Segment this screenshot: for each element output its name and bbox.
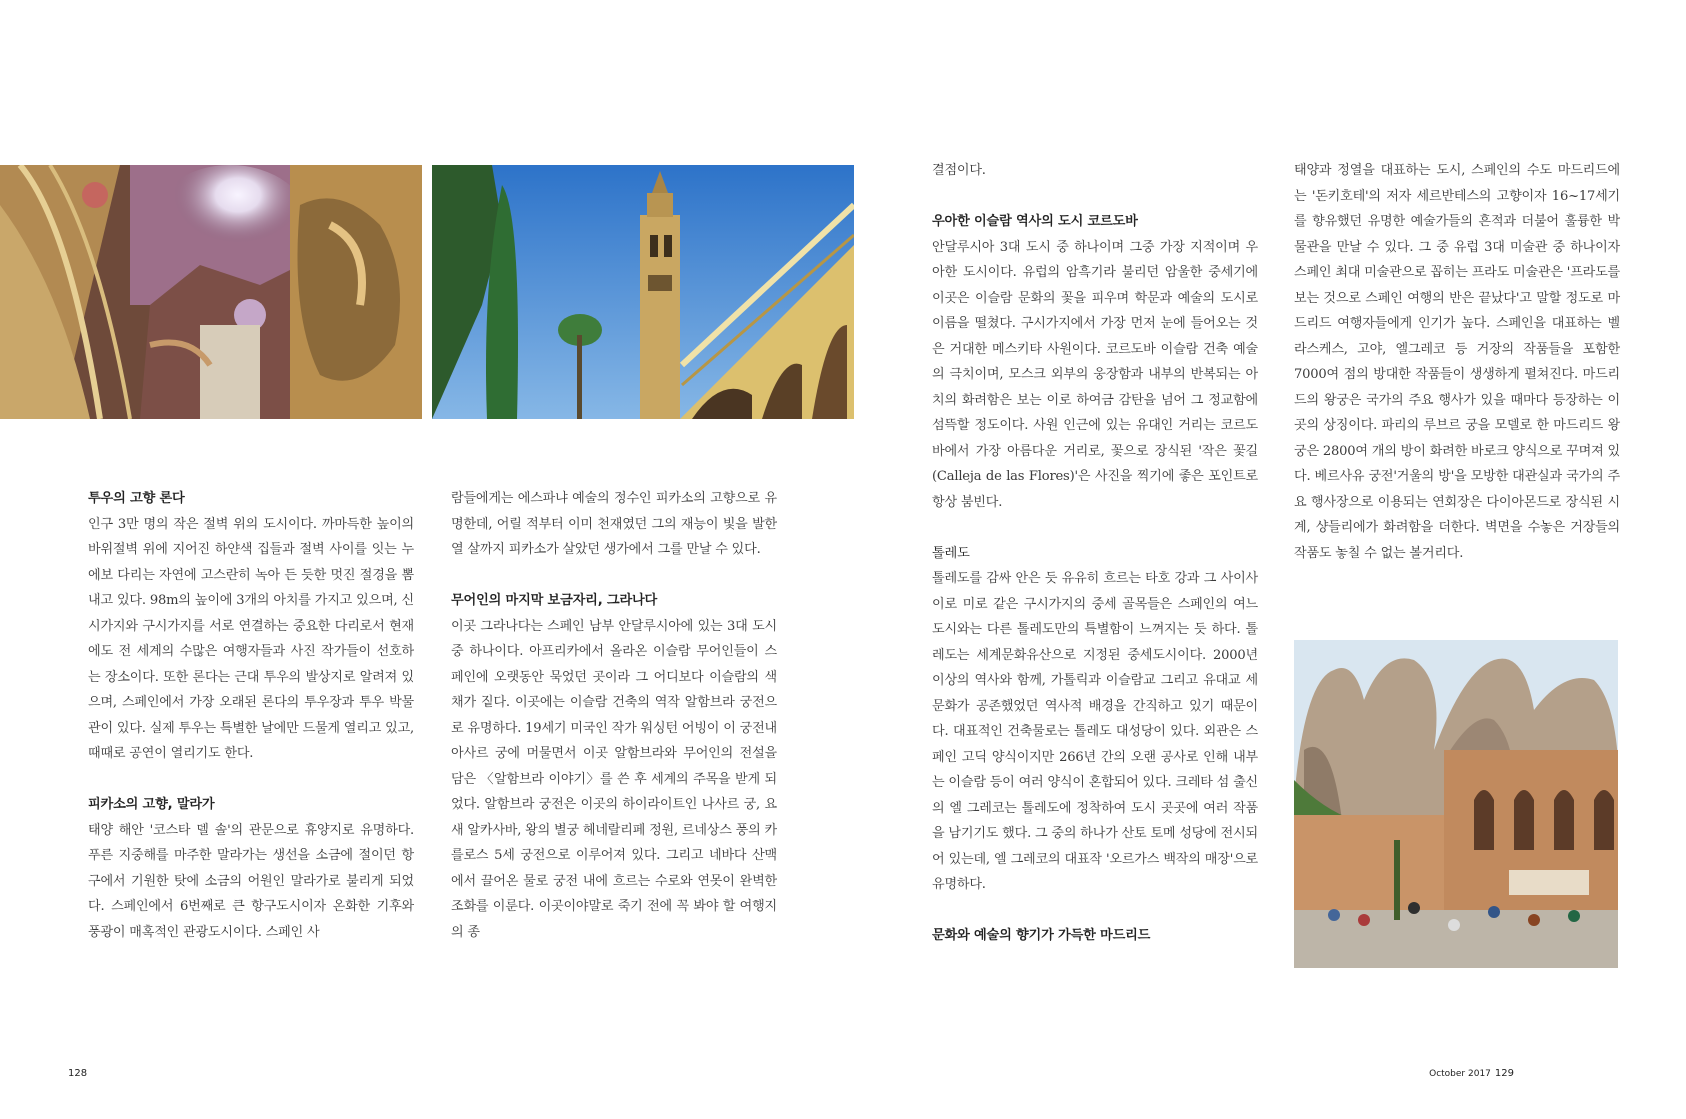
montserrat-photo xyxy=(1294,640,1618,968)
paragraph-ronda: 인구 3만 명의 작은 절벽 위의 도시이다. 까마득한 높이의 바위절벽 위에 지어진 하얀색 집들과 절벽 사이를 잇는 누에보 다리는 자연에 고스란히 녹아 든 듯한 멋진 절경을 뽐내고 있다. 98m의 높이에 3개의 아치를 가지고 있으며, 신시가지와 구시가지를 서로 연결하는 중요한 다리로서 현재에도 전 세계의 수많은 여행자들과 사진 작가들이 선호하는 장소이다. 또한 론다는 근대 투우의 발상지로 알려져 있으며, 스페인에서 가장 오래된 론다의 투우장과 투우 박물관이 있다. 실제 투우는 특별한 날에만 드물게 열리고 있고, 때때로 공연이 열리기도 한다. xyxy=(88,516,414,761)
paragraph-cordoba: 안달루시아 3대 도시 중 하나이며 그중 가장 지적이며 우아한 도시이다. 유럽의 암흑기라 불리던 암울한 중세기에 이곳은 이슬람 문화의 꽃을 피우며 학문과 예술의 도시로 이름을 떨쳤다. 구시가지에서 가장 먼저 눈에 들어오는 것은 거대한 메스키타 사원이다. 코르도바 이슬람 건축 예술의 극치이며, 모스크 외부의 웅장함과 내부의 반복되는 아치의 화려함은 보는 이로 하여금 감탄을 넘어 그 정교함에 섬뜩할 정도이다. 사원 인근에 있는 유대인 거리는 코르도바에서 가장 아름다운 거리로, 꽃으로 장식된 '작은 꽃길(Calleja de las Flores)'은 사진을 찍기에 좋은 포인트로 항상 붐빈다. xyxy=(932,239,1258,510)
paragraph-malaga: 태양 해안 '코스타 델 솔'의 관문으로 휴양지로 유명하다. 푸른 지중해를 마주한 말라가는 생선을 소금에 절이던 항구에서 기원한 탓에 소금의 어원인 말라가로 불리게 되었다. 스페인에서 6번째로 큰 항구도시이자 온화한 기후와 풍광이 매혹적인 관광도시이다. 스페인 사 xyxy=(88,822,414,940)
folio-right xyxy=(1429,1068,1514,1079)
issue-date: October 2017 xyxy=(1429,1069,1491,1079)
right-column-2 xyxy=(1294,158,1620,566)
paragraph-granada-end: 결점이다. xyxy=(932,163,986,178)
cathedral-interior-photo xyxy=(0,165,422,419)
section-heading-ronda: 투우의 고향 론다 xyxy=(88,491,185,506)
section-heading-toledo: 톨레도 xyxy=(932,545,970,561)
section-heading-malaga: 피카소의 고향, 말라가 xyxy=(88,797,215,812)
paragraph-granada: 이곳 그라나다는 스페인 남부 안달루시아에 있는 3대 도시 중 하나이다. 아프리카에서 올라온 이슬람 무어인들이 스페인에 오랫동안 묵었던 곳이라 그 어디보다 이슬람의 색채가 짙다. 이곳에는 이슬람 건축의 역작 알함브라 궁전으로 유명하다. 19세기 미국인 작가 워싱턴 어빙이 이 궁전내 아사르 궁에 머물면서 이곳 알함브라와 무어인의 전설을 담은 〈알함브라 이야기〉를 쓴 후 세계의 주목을 받게 되었다. 알함브라 궁전은 이곳의 하이라이트인 나사르 궁, 요새 알카사바, 왕의 별궁 헤네랄리페 정원, 르네상스 풍의 카를로스 5세 궁전으로 이루어져 있다. 그리고 네바다 산맥에서 끌어온 물로 궁전 내에 흐르는 수로와 연못이 완벽한 조화를 이룬다. 이곳이야말로 죽기 전에 꼭 봐야 할 여행지의 종 xyxy=(451,618,777,940)
section-heading-granada: 무어인의 마지막 보금자리, 그라나다 xyxy=(451,593,658,608)
right-column-1 xyxy=(932,158,1258,949)
page-number-left: 128 xyxy=(68,1068,88,1079)
paragraph-malaga-continued: 람들에게는 에스파냐 예술의 정수인 피카소의 고향으로 유명한데, 어릴 적부터 이미 천재였던 그의 재능이 빛을 발한 열 살까지 피카소가 살았던 생가에서 그를 만날 수 있다. xyxy=(451,491,777,557)
mezquita-tower-photo xyxy=(432,165,854,419)
page-number-right: 129 xyxy=(1494,1068,1514,1079)
section-heading-madrid: 문화와 예술의 향기가 가득한 마드리드 xyxy=(932,928,1151,943)
left-column-2 xyxy=(451,486,777,945)
paragraph-madrid: 태양과 정열을 대표하는 도시, 스페인의 수도 마드리드에는 '돈키호테'의 저자 세르반테스의 고향이자 16~17세기를 향유했던 유명한 예술가들의 흔적과 더불어 훌륭한 박물관을 만날 수 있다. 그 중 유럽 3대 미술관 중 하나이자 스페인 최대 미술관으로 꼽히는 프라도 미술관은 '프라도를 보는 것으로 스페인 여행의 반은 끝났다'고 말할 정도로 마드리드 여행자들에게 인기가 높다. 스페인을 대표하는 벨라스케스, 고야, 엘그레코 등 거장의 작품들을 포함한 7000여 점의 방대한 작품들이 생생하게 펼쳐진다. 마드리드의 왕궁은 국가의 주요 행사가 있을 때마다 등장하는 이곳의 상징이다. 파리의 루브르 궁을 모델로 한 마드리드 왕궁은 2800여 개의 방이 화려한 바로크 양식으로 꾸며져 있다. 베르사유 궁전'거울의 방'을 모방한 대관실과 국가의 주요 행사장으로 이용되는 연회장은 다이아몬드로 장식된 시계, 샹들리에가 화려함을 더한다. 벽면을 수놓은 거장들의 작품도 놓칠 수 없는 볼거리다. xyxy=(1294,163,1620,561)
section-heading-cordoba: 우아한 이슬람 역사의 도시 코르도바 xyxy=(932,214,1138,229)
left-column-1 xyxy=(88,486,414,945)
paragraph-toledo: 톨레도를 감싸 안은 듯 유유히 흐르는 타호 강과 그 사이사이로 미로 같은 구시가지의 중세 골목들은 스페인의 여느 도시와는 다른 톨레도만의 특별함이 느껴지는 듯 하다. 톨레도는 세계문화유산으로 지정된 중세도시이다. 2000년 이상의 역사와 함께, 가톨릭과 이슬람교 그리고 유대교 세 문화가 공존했었던 역사적 배경을 간직하고 있기 때문이다. 대표적인 건축물로는 톨레도 대성당이 있다. 외관은 스페인 고딕 양식이지만 266년 간의 오랜 공사로 인해 내부는 이슬람 등이 여러 양식이 혼합되어 있다. 크레타 섬 출신의 엘 그레코는 톨레도에 정착하여 도시 곳곳에 여러 작품을 남기기도 했다. 그 중의 하나가 산토 토메 성당에 전시되어 있는데, 엘 그레코의 대표작 '오르가스 백작의 매장'으로 유명하다. xyxy=(932,571,1258,892)
